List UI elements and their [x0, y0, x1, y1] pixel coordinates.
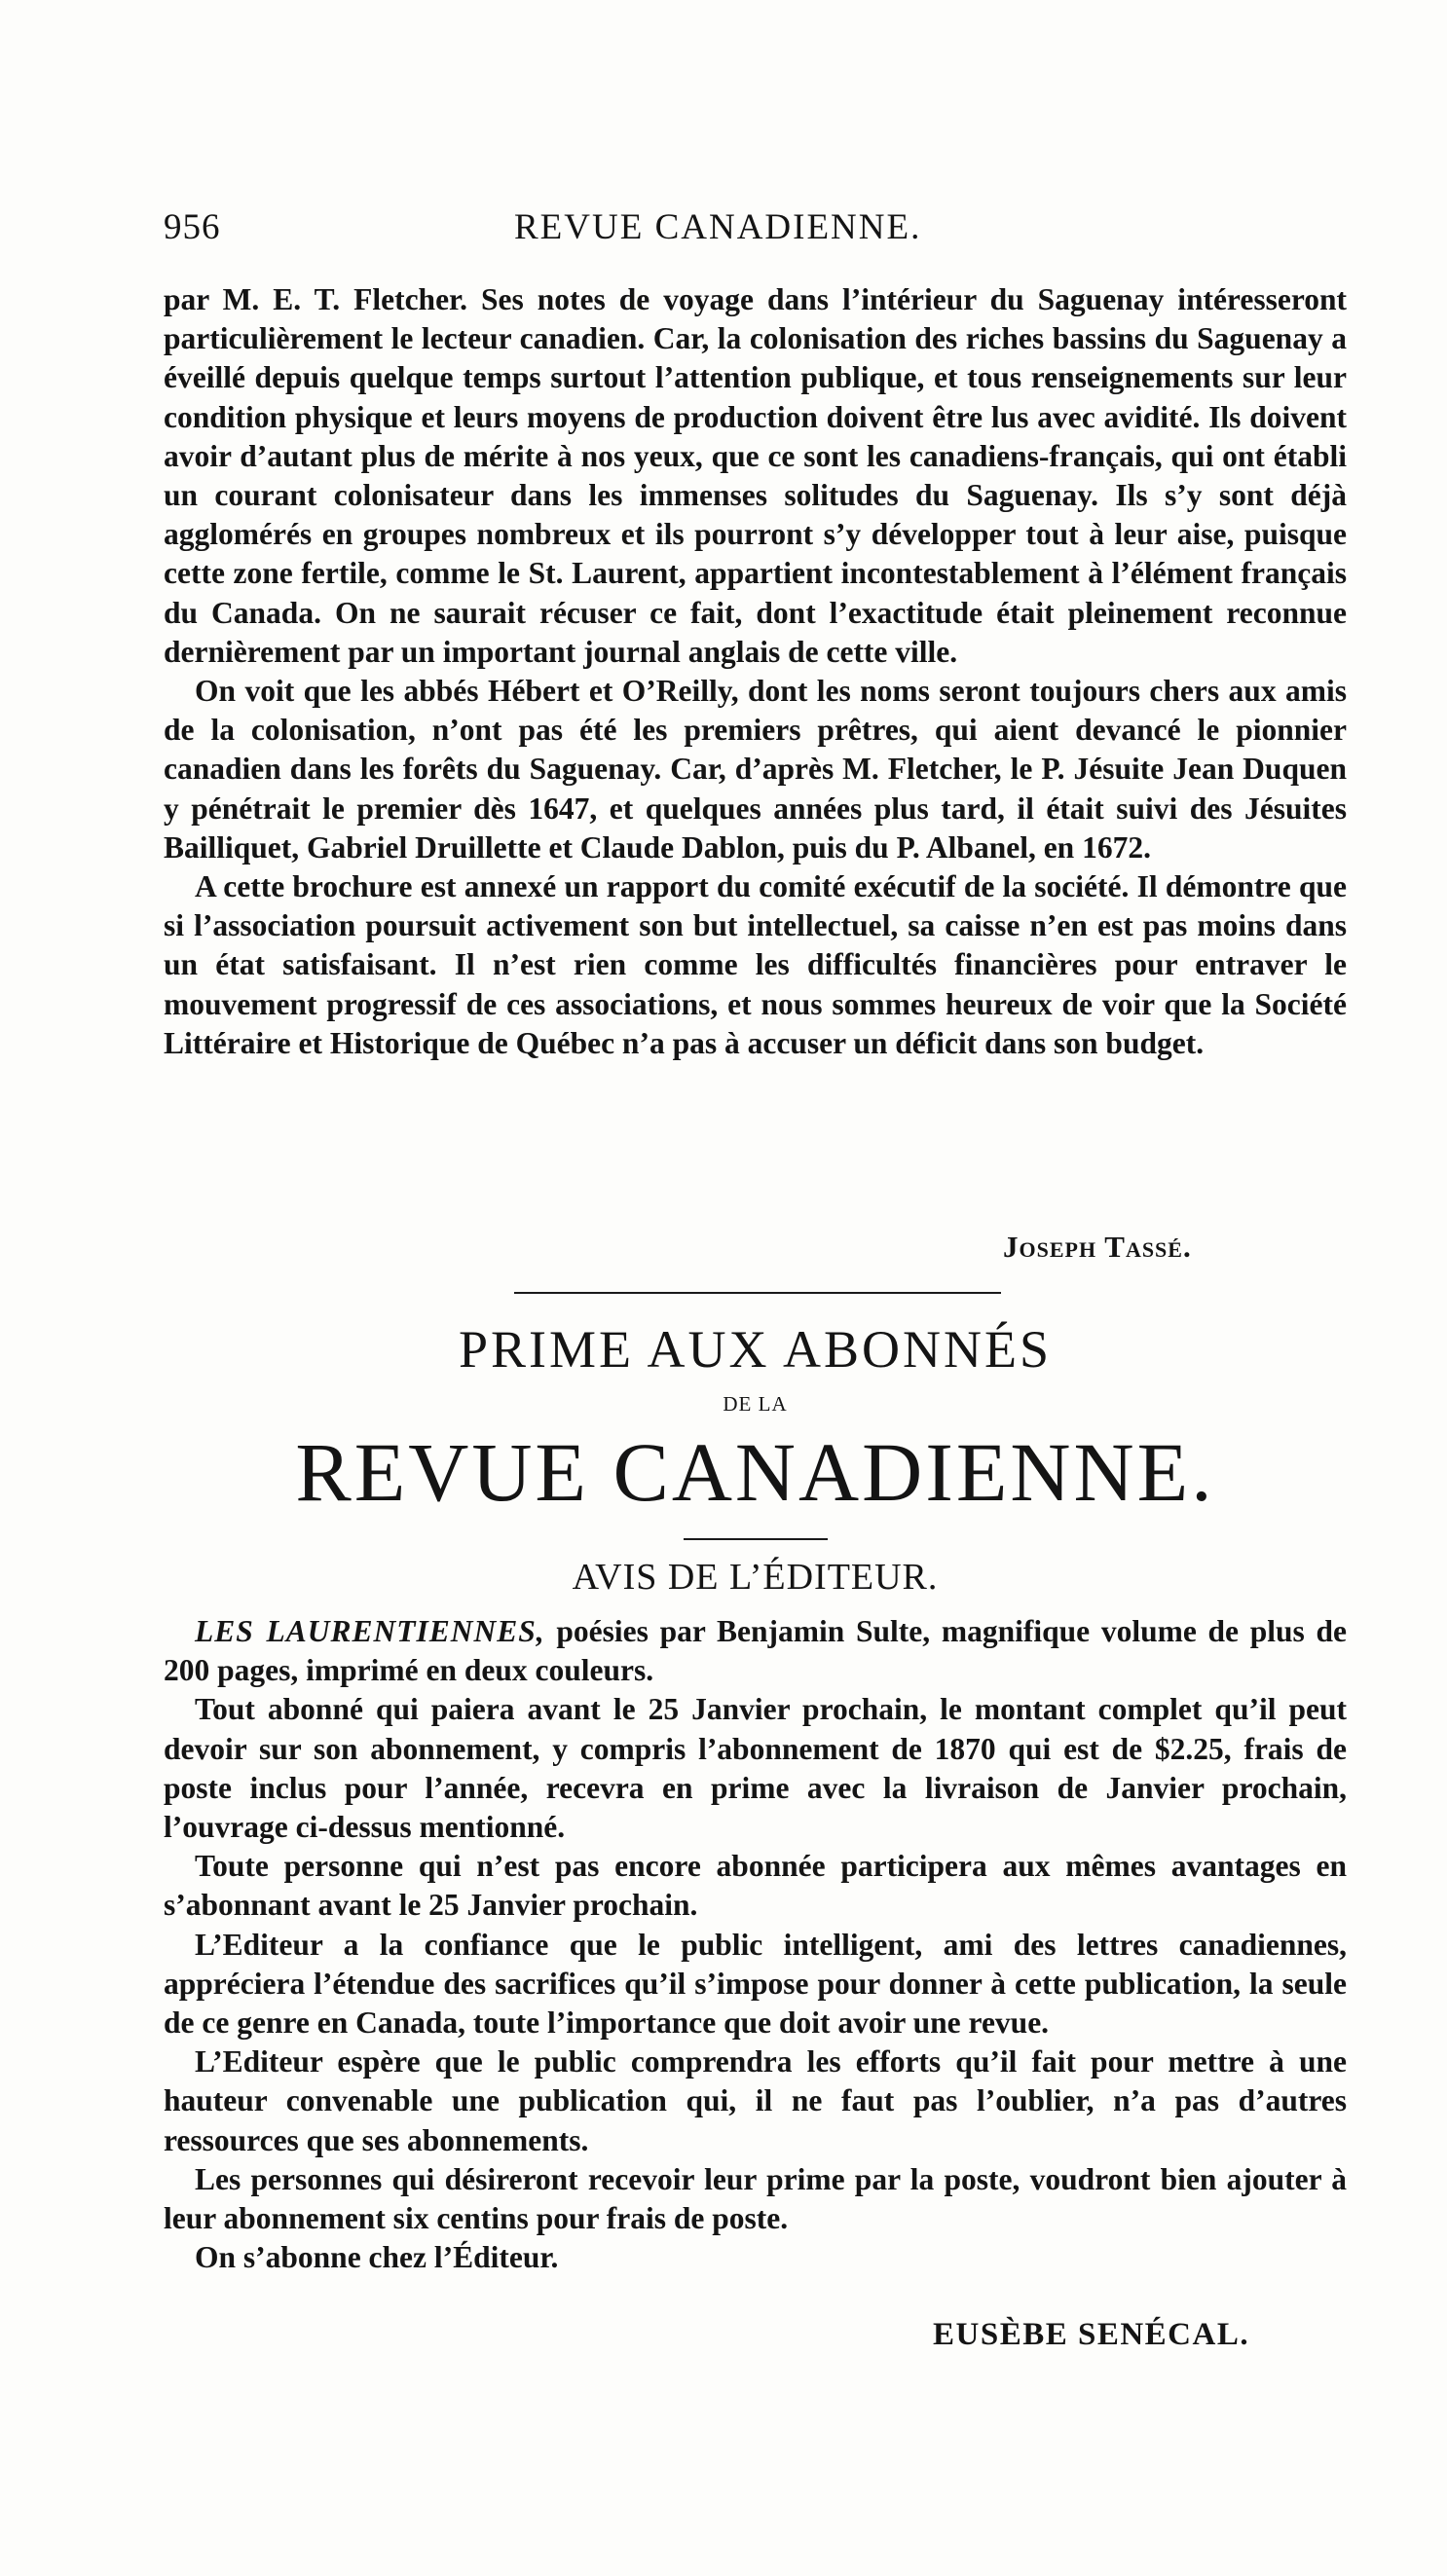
book-title: LES LAURENTIENNES, — [195, 1614, 545, 1648]
announcement-paragraph: Les personnes qui désireront recevoir leur prime par la poste, voudront bien ajouter à leur abonnement six centins pour frais de poste. — [164, 2161, 1347, 2236]
announcement-connector: DE LA — [723, 1392, 788, 1416]
review-paragraph: A cette brochure est annexé un rapport du comité exécutif de la société. Il démontre que si l’association poursuit activement son but intellectuel, sa caisse n’en est pas moins dans un état satisfaisant. Il n’est rien comme les difficultés financières pour entraver le mouvement progressif de ces associations, et nous sommes heureux de voir que la Société Littéraire et Historique de Québec n’a pas à accuser un déficit dans son budget. — [164, 869, 1347, 1060]
page-number: 956 — [164, 207, 221, 247]
announcement-subtitle: AVIS DE L’ÉDITEUR. — [572, 1557, 939, 1598]
announcement-title: PRIME AUX ABONNÉS — [458, 1320, 1053, 1379]
running-title: REVUE CANADIENNE. — [514, 207, 922, 247]
review-paragraph: par M. E. T. Fletcher. Ses notes de voyage dans l’intérieur du Saguenay intéresseront particulièrement le lecteur canadien. Car, la colonisation des riches bassins du Saguenay a éveillé depuis quelque temps surtout l’attention publique, et tous renseignements sur leur condition physique et leurs moyens de production doivent être lus avec avidité. Ils doivent avoir d’autant plus de mérite à nos yeux, que ce sont les canadiens-français, qui ont établi un courant colonisateur dans les immenses solitudes du Saguenay. Ils s’y sont déjà agglomérés en groupes nombreux et ils pourront s’y développer tout à leur aise, puisque cette zone fertile, comme le St. Laurent, appartient incontestablement à l’élément français du Canada. On ne saurait récuser ce fait, dont l’exactitude était pleinement reconnue dernièrement par un important journal anglais de cette ville. — [164, 282, 1347, 669]
announcement-text — [164, 1612, 1347, 2277]
announcement-paragraph: L’Editeur espère que le public comprendra les efforts qu’il fait pour mettre à une hauteur convenable une publication qui, il ne faut pas l’oublier, n’a pas d’autres ressources que ses abonnements. — [164, 2044, 1347, 2157]
announcement-paragraph: Tout abonné qui paiera avant le 25 Janvier prochain, le montant complet qu’il peut devoir sur son abonnement, y compris l’abonnement de 1870 qui est de $2.25, frais de poste inclus pour l’année, recevra en prime avec la livraison de Janvier prochain, l’ouvrage ci-dessus mentionné. — [164, 1692, 1347, 1845]
short-divider — [684, 1538, 828, 1540]
book-description: poésies par Benjamin Sulte, magnifique volume de plus de 200 pages, imprimé en deux couleurs. — [164, 1614, 1347, 1688]
review-paragraph: On voit que les abbés Hébert et O’Reilly, dont les noms seront toujours chers aux amis de la colonisation, n’ont pas été les premiers prêtres, qui aient devancé le pionnier canadien dans les forêts du Saguenay. Car, d’après M. Fletcher, le P. Jésuite Jean Duquen y pénétrait le premier dès 1647, et quelques années plus tard, il était suivi des Jésuites Bailliquet, Gabriel Druillette et Claude Dablon, puis du P. Albanel, en 1672. — [164, 674, 1347, 865]
announcement-paragraph: L’Editeur a la confiance que le public intelligent, ami des lettres canadiennes, appréciera l’étendue des sacrifices qu’il s’impose pour donner à cette publication, la seule de ce genre en Canada, toute l’importance que doit avoir une revue. — [164, 1927, 1347, 2041]
announcement-paragraph: On s’abonne chez l’Éditeur. — [195, 2240, 559, 2275]
announcement-signature: EUSÈBE SENÉCAL. — [933, 2317, 1250, 2352]
review-signature: Joseph Tassé. — [1003, 1230, 1192, 1264]
review-text — [164, 280, 1347, 1063]
announcement-paragraph: Toute personne qui n’est pas encore abonnée participera aux mêmes avantages en s’abonnant avant le 25 Janvier prochain. — [164, 1849, 1347, 1923]
announcement-journal-title: REVUE CANADIENNE. — [295, 1425, 1215, 1519]
section-divider — [514, 1292, 1001, 1294]
running-head — [164, 206, 1347, 255]
announcement-paragraph — [164, 1612, 1347, 1690]
